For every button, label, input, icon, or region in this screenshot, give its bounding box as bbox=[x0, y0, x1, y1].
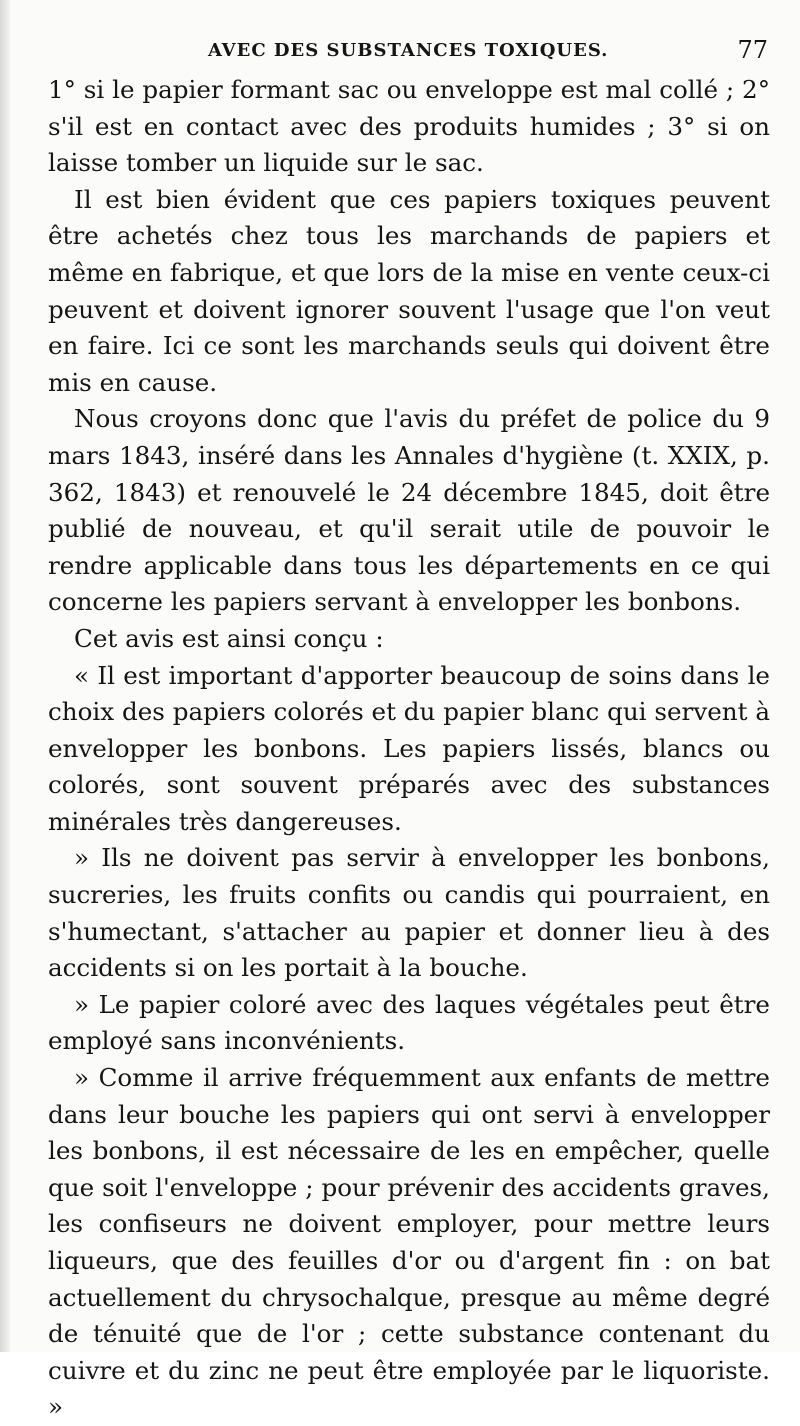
paragraph: Cet avis est ainsi conçu : bbox=[74, 623, 384, 653]
paragraph: Nous croyons donc que l'avis du préfet de police du 9 mars 1843, inséré dans les Annales d'hygiène (t. XXIX, p. 362, 1843) et renouvelé le 24 décembre 1845, doit être publié de nouveau, et qu'il serait utile de pouvoir le rendre applicable dans tous les départements en ce qui concerne les papiers servant à envelopper les bonbons. bbox=[48, 404, 770, 617]
paragraph: 1° si le papier formant sac ou enveloppe est mal collé ; 2° s'il est en contact avec des produits humides ; 3° si on laisse tomber un liquide sur le sac. bbox=[48, 75, 770, 178]
quote-paragraph: » Le papier coloré avec des laques végétales peut être employé sans inconvénients. bbox=[48, 989, 770, 1056]
quote-paragraph: » Ils ne doivent pas servir à envelopper les bonbons, sucreries, les fruits confits ou candis qui pourraient, en s'humectant, s'attacher au papier et donner lieu à des accidents si on les portait à la bouche. bbox=[48, 843, 770, 983]
paragraph: Il est bien évident que ces papiers toxiques peuvent être achetés chez tous les marchands de papiers et même en fabrique, et que lors de la mise en vente ceux-ci peuvent et doivent ignorer souvent l'usage que l'on veut en faire. Ici ce sont les marchands seuls qui doivent être mis en cause. bbox=[48, 184, 770, 397]
body-text bbox=[48, 72, 770, 1426]
quote-paragraph: » Comme il arrive fréquemment aux enfants de mettre dans leur bouche les papiers qui ont servi à envelopper les bonbons, il est nécessaire de les en empêcher, quelle que soit l'enveloppe ; pour prévenir des accidents graves, les confiseurs ne doivent employer, pour mettre leurs liqueurs, que des feuilles d'or ou d'argent fin : on bat actuellement du chrysochalque, presque au même degré de ténuité que de l'or ; cette substance contenant du cuivre et du zinc ne peut être employée par le liquoriste. » bbox=[48, 1063, 770, 1422]
quote-paragraph: « Il est important d'apporter beaucoup de soins dans le choix des papiers colorés et du papier blanc qui servent à envelopper les bonbons. Les papiers lissés, blancs ou colorés, sont souvent préparés avec des substances minérales très dangereuses. bbox=[48, 660, 770, 836]
running-head: AVEC DES SUBSTANCES TOXIQUES. bbox=[208, 40, 609, 61]
page-edge-shadow bbox=[0, 0, 10, 1352]
page-number: 77 bbox=[737, 36, 768, 64]
page-header bbox=[48, 34, 768, 70]
